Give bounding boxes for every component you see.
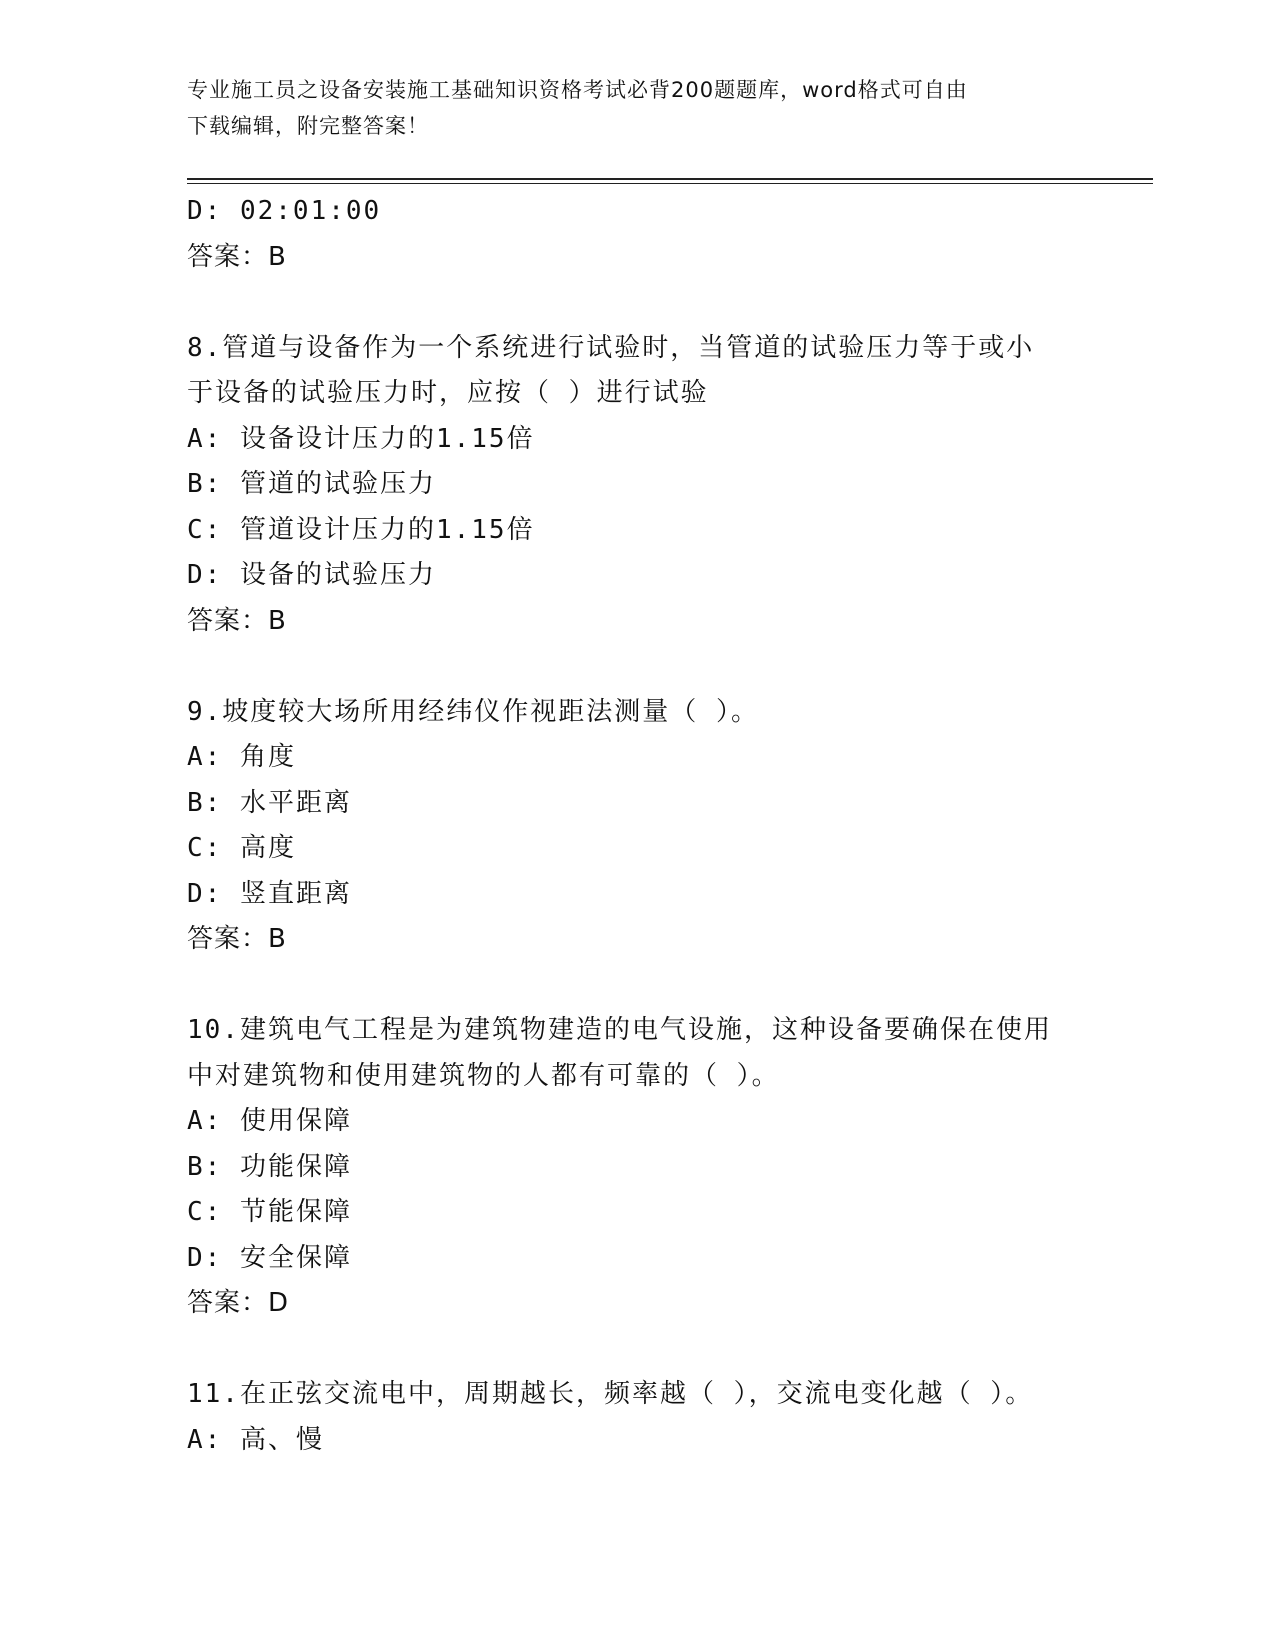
option-d: D: 竖直距离 (187, 878, 352, 909)
header-title-line-2: 下载编辑，附完整答案！ (187, 114, 429, 138)
question-11 (187, 1372, 1087, 1463)
question-list (187, 189, 1087, 1463)
option-b: B: 管道的试验压力 (187, 469, 436, 499)
question-9 (187, 690, 1087, 963)
option-b: B: 功能保障 (187, 1151, 352, 1182)
answer: 答案：B (187, 605, 287, 636)
option-a: A: 角度 (187, 742, 296, 772)
option-b: B: 水平距离 (187, 787, 352, 818)
spacer (187, 644, 1087, 690)
option-d: D: 02:01:00 (187, 196, 382, 226)
question-10 (187, 1008, 1087, 1327)
option-c: C: 管道设计压力的1.15倍 (187, 514, 535, 545)
header-divider-thin (187, 183, 1153, 184)
question-text-line-2: 中对建筑物和使用建筑物的人都有可靠的（ ）。 (187, 1060, 780, 1091)
question-8 (187, 326, 1087, 645)
option-a: A: 高、慢 (187, 1424, 324, 1455)
spacer (187, 963, 1087, 1009)
option-c: C: 节能保障 (187, 1197, 352, 1227)
option-a: A: 设备设计压力的1.15倍 (187, 423, 535, 454)
question-text-line-2: 于设备的试验压力时，应按（ ）进行试验 (187, 378, 709, 408)
question-7-tail (187, 189, 1087, 280)
spacer (187, 280, 1087, 326)
question-text-line-1: 11.在正弦交流电中，周期越长，频率越（ ），交流电变化越（ ）。 (187, 1379, 1034, 1409)
option-d: D: 设备的试验压力 (187, 560, 436, 590)
answer: 答案：B (187, 924, 287, 954)
question-text-line-1: 9.坡度较大场所用经纬仪作视距法测量（ ）。 (187, 696, 759, 727)
option-a: A: 使用保障 (187, 1106, 352, 1136)
spacer (187, 1327, 1087, 1373)
header-divider-thick (187, 178, 1153, 180)
question-text-line-1: 10.建筑电气工程是为建筑物建造的电气设施，这种设备要确保在使用 (187, 1015, 1052, 1045)
header-title-line-1: 专业施工员之设备安装施工基础知识资格考试必背200题题库，word格式可自由 (187, 78, 968, 102)
document-header (187, 72, 1077, 144)
answer: 答案：D (187, 1288, 290, 1318)
question-text-line-1: 8.管道与设备作为一个系统进行试验时，当管道的试验压力等于或小 (187, 332, 1035, 363)
option-c: C: 高度 (187, 833, 296, 863)
option-d: D: 安全保障 (187, 1242, 352, 1273)
answer: 答案：B (187, 241, 287, 272)
